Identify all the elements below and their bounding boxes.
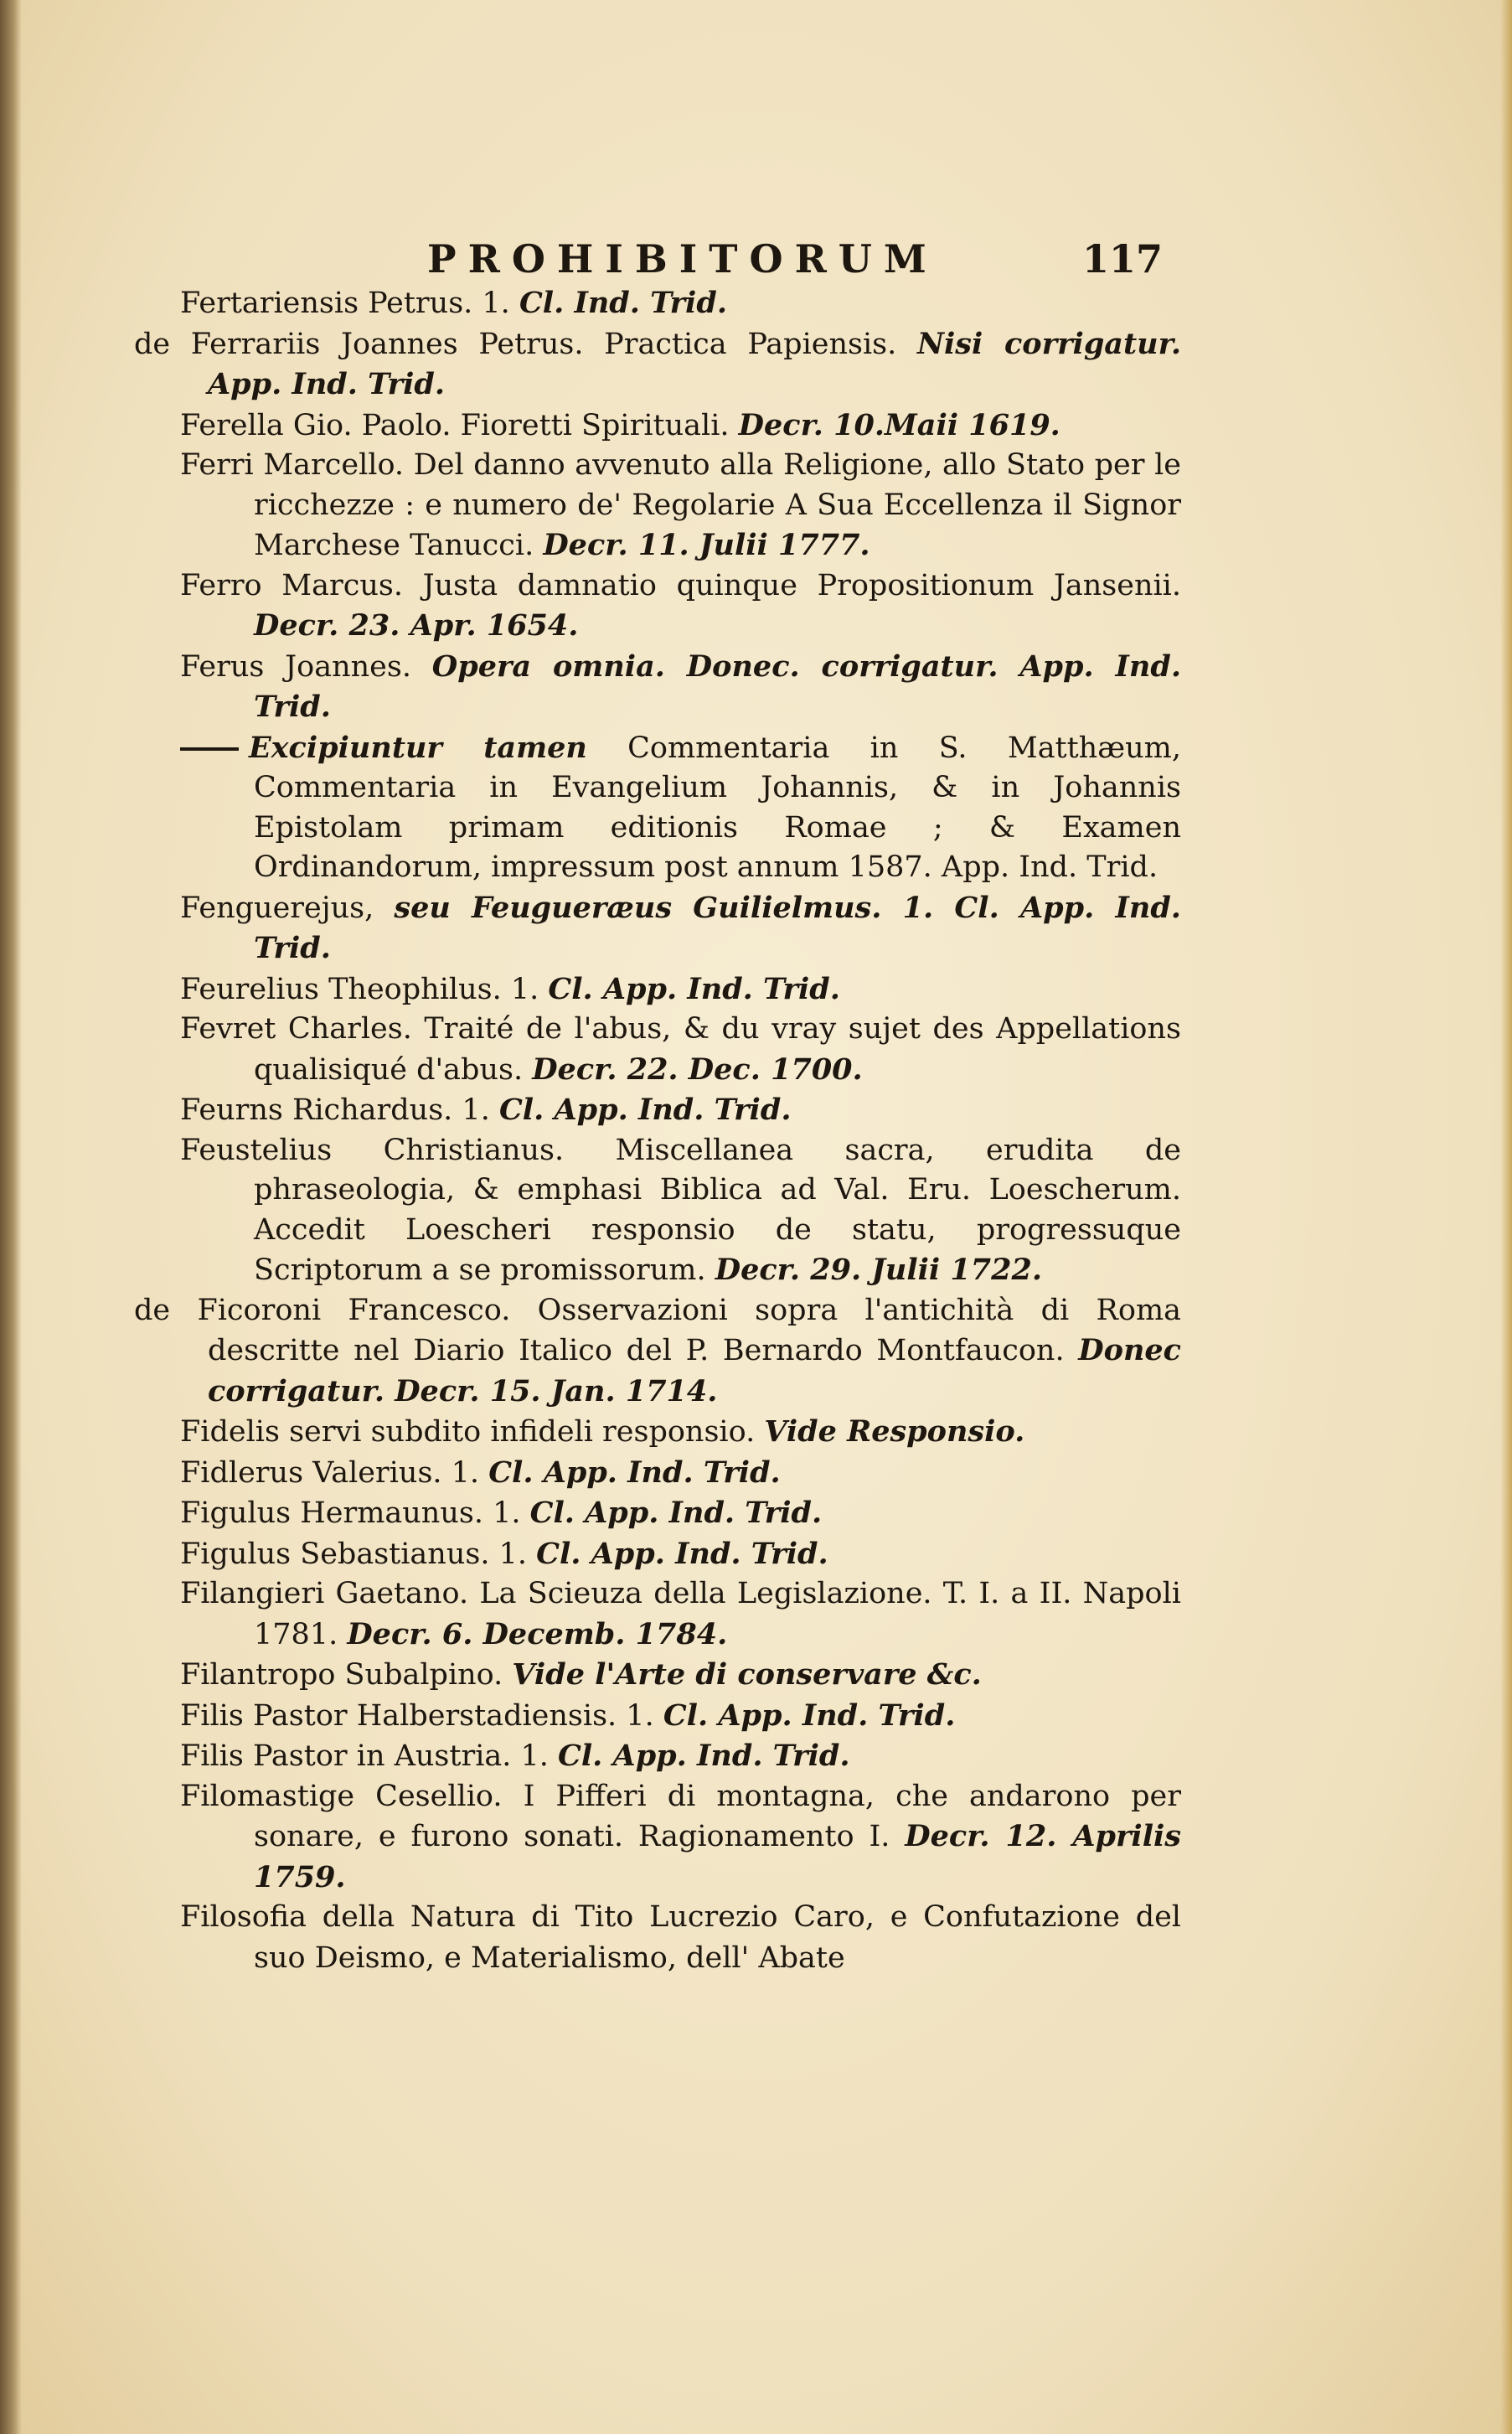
- page-spine-shadow: [0, 0, 22, 2434]
- index-entry: de Ferrariis Joannes Petrus. Practica Papiensis. Nisi corrigatur. App. Ind. Trid.: [134, 326, 1182, 401]
- index-entry: Excipiuntur tamen Commentaria in S. Matthæum, Commentaria in Evangelium Johannis, & in Johannis Epistolam primam editionis Romae ; & Examen Ordinandorum, impressum post annum 1587. App. Ind. Trid.: [180, 728, 1181, 888]
- page-header: [0, 236, 1512, 287]
- index-entry: Fenguerejus, seu Feugueræus Guilielmus. 1. Cl. App. Ind. Trid.: [180, 890, 1181, 965]
- index-entry: Filangieri Gaetano. La Scieuza della Legislazione. T. I. a II. Napoli 1781. Decr. 6. Decemb. 1784.: [180, 1577, 1181, 1651]
- index-entry: Ferri Marcello. Del danno avvenuto alla Religione, allo Stato per le ricchezze : e numero de' Regolarie A Sua Eccellenza il Signor Marchese Tanucci. Decr. 11. Julii 1777.: [180, 448, 1181, 562]
- page-number: 117: [1082, 236, 1164, 282]
- index-entry: Fidlerus Valerius. 1. Cl. App. Ind. Trid.: [180, 1455, 781, 1490]
- index-entry: Filis Pastor in Austria. 1. Cl. App. Ind. Trid.: [180, 1739, 850, 1773]
- index-entry: Fertariensis Petrus. 1. Cl. Ind. Trid.: [180, 286, 728, 320]
- index-entry: Figulus Hermaunus. 1. Cl. App. Ind. Trid.: [180, 1496, 823, 1530]
- index-entry: Fevret Charles. Traité de l'abus, & du vray sujet des Appellations qualisiqué d'abus. Decr. 22. Dec. 1700.: [180, 1012, 1181, 1087]
- running-title: PROHIBITORUM: [427, 236, 938, 282]
- index-entry: de Ficoroni Francesco. Osservazioni sopra l'antichità di Roma descritte nel Diario Italico del P. Bernardo Montfaucon. Donec corrigatur. Decr. 15. Jan. 1714.: [134, 1293, 1181, 1408]
- index-entries: [134, 283, 1181, 1978]
- index-entry: Feurns Richardus. 1. Cl. App. Ind. Trid.: [180, 1093, 792, 1127]
- dash-mark: [180, 747, 239, 751]
- page-edge: [1500, 0, 1512, 2434]
- index-entry: Figulus Sebastianus. 1. Cl. App. Ind. Trid.: [180, 1536, 828, 1571]
- index-entry: Ferus Joannes. Opera omnia. Donec. corrigatur. App. Ind. Trid.: [180, 649, 1181, 724]
- index-entry: Ferella Gio. Paolo. Fioretti Spirituali. Decr. 10.Maii 1619.: [180, 407, 1060, 442]
- index-entry: Filosofia della Natura di Tito Lucrezio Caro, e Confutazione del suo Deismo, e Materialismo, dell' Abate: [180, 1900, 1181, 1975]
- index-entry: Ferro Marcus. Justa damnatio quinque Propositionum Jansenii. Decr. 23. Apr. 1654.: [180, 568, 1181, 643]
- index-entry: Filis Pastor Halberstadiensis. 1. Cl. App. Ind. Trid.: [180, 1698, 956, 1733]
- index-entry: Feurelius Theophilus. 1. Cl. App. Ind. Trid.: [180, 971, 840, 1006]
- index-entry: Fidelis servi subdito infideli responsio. Vide Responsio.: [180, 1414, 1025, 1449]
- index-entry: Filantropo Subalpino. Vide l'Arte di conservare &c.: [180, 1657, 982, 1692]
- index-entry: Filomastige Cesellio. I Pifferi di montagna, che andarono per sonare, e furono sonati. Ragionamento I. Decr. 12. Aprilis 1759.: [180, 1779, 1181, 1894]
- index-entry: Feustelius Christianus. Miscellanea sacra, erudita de phraseologia, & emphasi Biblica ad Val. Eru. Loescherum. Accedit Loescheri responsio de statu, progressuque Scriptorum a se promissorum. Decr. 29. Julii 1722.: [180, 1133, 1181, 1287]
